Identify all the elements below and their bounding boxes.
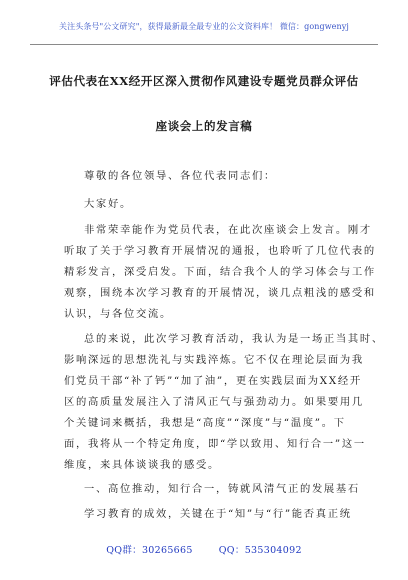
- footer-qq-number: QQ：535304092: [218, 545, 302, 556]
- paragraph-line: 精彩发言，深受启发。下面，结合我个人的学习体会与工作: [64, 266, 376, 278]
- section-heading: 一、高位推动，知行合一，铸就风清气正的发展基石: [84, 483, 360, 495]
- paragraph-line: 们党员干部“补了钙”“加了油”，更在实践层面为XX经开: [64, 375, 362, 387]
- paragraph-line: 学习教育的成效，关键在于“知”与“行”能否真正统: [84, 508, 352, 520]
- paragraph-line: 维度，来具体谈谈我的感受。: [64, 459, 220, 471]
- header-banner: 关注头条号"公文研究"，获得最新最全最专业的公文资料库！ 微信：gongwenyj: [59, 22, 349, 31]
- paragraph-line: 听取了关于学习教育开展情况的通报，也聆听了几位代表的: [64, 245, 376, 257]
- greeting: 大家好。: [84, 198, 132, 210]
- paragraph-line: 非常荣幸能作为党员代表，在此次座谈会上发言。刚才: [84, 224, 372, 236]
- footer-qq-group: QQ群：30265665: [106, 545, 193, 556]
- salutation: 尊敬的各位领导、各位代表同志们：: [84, 170, 276, 182]
- document-title-line-2: 座谈会上的发言稿: [155, 119, 253, 133]
- paragraph-line: 面，我将从一个特定角度，即“学以致用、知行合一”这一: [64, 438, 366, 450]
- paragraph-line: 认识，与各位交流。: [64, 308, 172, 320]
- paragraph-line: 个关键词来概括，我想是“高度”“深度”与“温度”。下: [64, 417, 346, 429]
- paragraph-line: 观察，围绕本次学习教育的开展情况，谈几点粗浅的感受和: [64, 287, 376, 299]
- document-title-line-1: 评估代表在XX经开区深入贯彻作风建设专题党员群众评估: [49, 74, 359, 88]
- footer-contact: [0, 542, 408, 556]
- paragraph-line: 总的来说，此次学习教育活动，我认为是一场正当其时、: [84, 333, 384, 345]
- header-divider: [30, 44, 378, 45]
- paragraph-line: 区的高质量发展注入了清风正气与强劲动力。如果要用几: [64, 396, 364, 408]
- paragraph-line: 影响深远的思想洗礼与实践淬炼。它不仅在理论层面为我: [64, 354, 364, 366]
